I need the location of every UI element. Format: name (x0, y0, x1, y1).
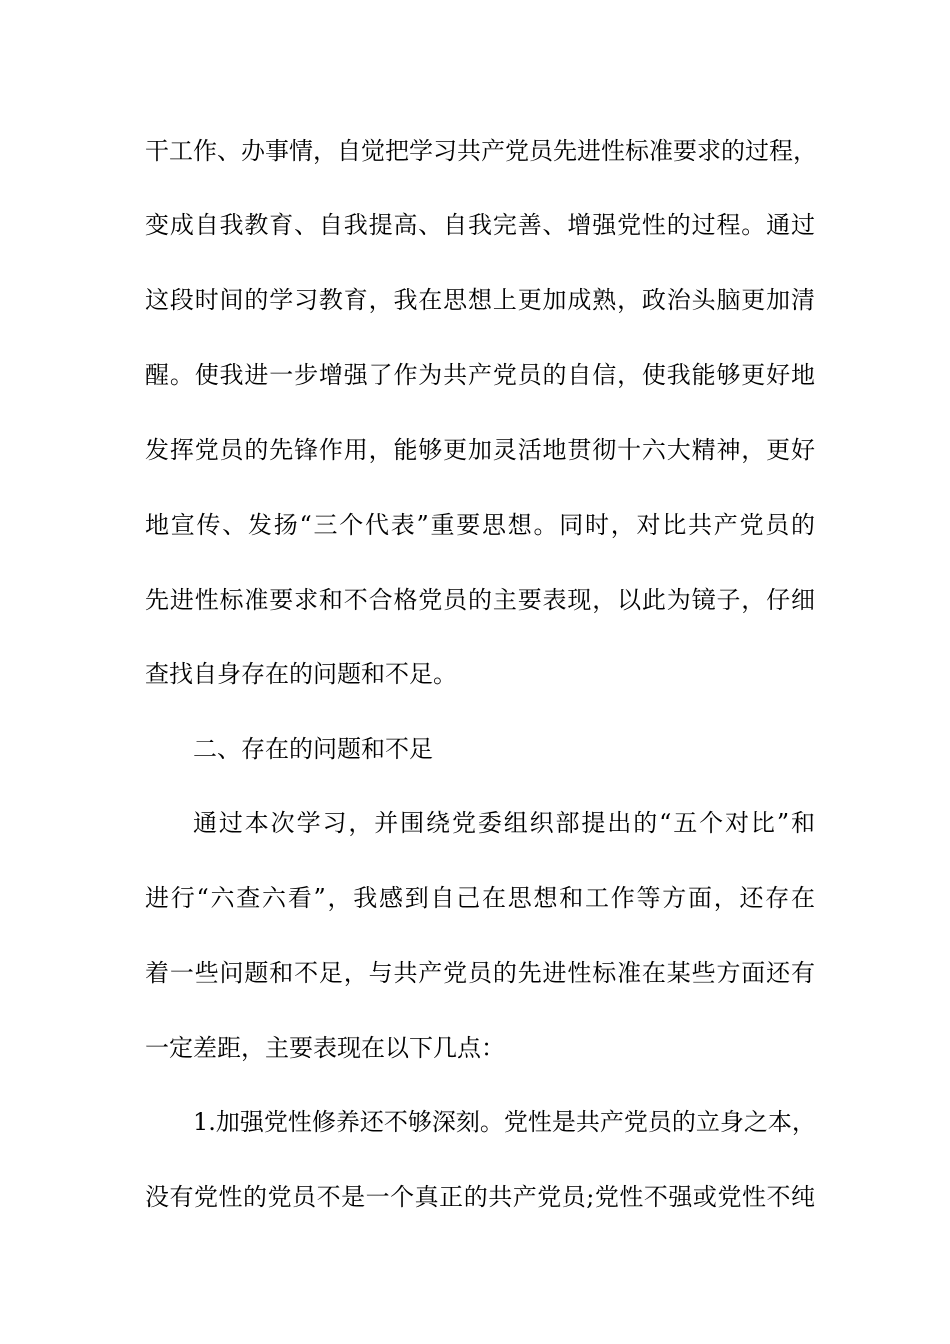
text-line: 着一些问题和不足，与共产党员的先进性标准在某些方面还有 (145, 959, 815, 987)
section-heading-text: 二、存在的问题和不足 (193, 735, 433, 763)
text-line: 进行“六查六看”，我感到自己在思想和工作等方面，还存在 (145, 884, 815, 912)
text-line: 地宣传、发扬“三个代表”重要思想。同时，对比共产党员的 (145, 511, 815, 539)
text-line: 这段时间的学习教育，我在思想上更加成熟，政治头脑更加清 (145, 286, 815, 314)
text-line: 通过本次学习，并围绕党委组织部提出的“五个对比”和 (193, 809, 815, 837)
text-line: 发挥党员的先锋作用，能够更加灵活地贯彻十六大精神，更好 (145, 436, 815, 464)
text-line: 先进性标准要求和不合格党员的主要表现，以此为镜子，仔细 (145, 586, 815, 614)
text-line: 一定差距，主要表现在以下几点： (145, 1034, 505, 1062)
text-line: 变成自我教育、自我提高、自我完善、增强党性的过程。通过 (145, 211, 815, 239)
text-line: 没有党性的党员不是一个真正的共产党员;党性不强或党性不纯 (145, 1183, 815, 1211)
text-line: 1.加强党性修养还不够深刻。党性是共产党员的立身之本， (193, 1108, 816, 1136)
text-line: 醒。使我进一步增强了作为共产党员的自信，使我能够更好地 (145, 361, 815, 389)
text-line: 干工作、办事情，自觉把学习共产党员先进性标准要求的过程， (145, 137, 817, 165)
text-line: 查找自身存在的问题和不足。 (145, 660, 457, 688)
